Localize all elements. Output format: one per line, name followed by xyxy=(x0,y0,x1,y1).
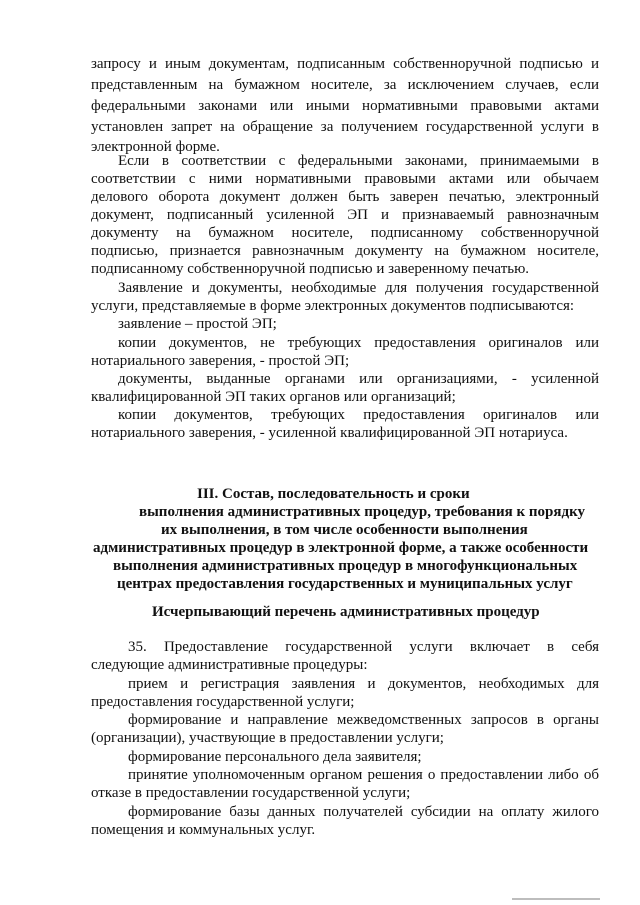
text-line: документу на бумажном носителе, подписанному собственноручной xyxy=(91,225,599,241)
list-item-continuation: предоставления государственной услуги; xyxy=(91,694,355,710)
list-item: документы, выданные органами или организациями, - усиленной xyxy=(118,371,599,387)
list-item: формирование и направление межведомственных запросов в органы xyxy=(128,712,599,728)
text-line: подписанному собственноручной подписью и заверенному печатью. xyxy=(91,261,530,277)
text-line: услуги, представляемые в форме электронных документов подписываются: xyxy=(91,298,575,314)
list-item-continuation: нотариального заверения, - усиленной квалифицированной ЭП нотариуса. xyxy=(91,425,568,441)
list-item: заявление – простой ЭП; xyxy=(118,316,277,332)
section-heading-line: их выполнения, в том числе особенности выполнения xyxy=(161,522,528,538)
list-item-continuation: квалифицированной ЭП таких органов или организаций; xyxy=(91,389,456,405)
list-item: копии документов, не требующих предоставления оригиналов или xyxy=(118,335,599,351)
list-item: прием и регистрация заявления и документов, необходимых для xyxy=(128,676,599,692)
clause-line: 35. Предоставление государственной услуги включает в себя xyxy=(128,639,599,655)
text-line: установлен запрет на обращение за получением государственной услуги в xyxy=(91,119,599,135)
section-heading-line: выполнения административных процедур в многофункциональных xyxy=(113,558,578,574)
section-heading-line: административных процедур в электронной форме, а также особенности xyxy=(93,540,589,556)
text-line: документ, подписанный усиленной ЭП и признаваемый равнозначным xyxy=(91,207,599,223)
list-item-continuation: нотариального заверения, - простой ЭП; xyxy=(91,353,350,369)
text-line: соответствии с ними нормативными правовыми актами или обычаем xyxy=(91,171,599,187)
section-heading-line: выполнения административных процедур, требования к порядку xyxy=(139,504,585,520)
list-item: принятие уполномоченным органом решения о предоставлении либо об xyxy=(128,767,599,783)
list-item: копии документов, требующих предоставления оригиналов или xyxy=(118,407,599,423)
list-item-continuation: (организации), участвующие в предоставлении услуги; xyxy=(91,730,444,746)
text-line: Заявление и документы, необходимые для получения государственной xyxy=(118,280,599,296)
list-item-continuation: помещения и коммунальных услуг. xyxy=(91,822,316,838)
text-line: представленным на бумажном носителе, за исключением случаев, если xyxy=(91,77,599,93)
clause-line: следующие административные процедуры: xyxy=(91,657,368,673)
subheading: Исчерпывающий перечень административных процедур xyxy=(152,604,540,620)
text-line: федеральными законами или иными нормативными правовыми актами xyxy=(91,98,599,114)
scan-mark xyxy=(512,898,600,900)
section-heading-line: центрах предоставления государственных и муниципальных услуг xyxy=(117,576,573,592)
list-item: формирование персонального дела заявителя; xyxy=(128,749,422,765)
text-line: подписью, признается равнозначным документу на бумажном носителе, xyxy=(91,243,599,259)
section-heading-line: III. Состав, последовательность и сроки xyxy=(197,486,470,502)
text-line: запросу и иным документам, подписанным собственноручной подписью и xyxy=(91,56,599,72)
text-line: делового оборота документ должен быть заверен печатью, электронный xyxy=(91,189,599,205)
list-item-continuation: отказе в предоставлении государственной услуги; xyxy=(91,785,411,801)
text-line: Если в соответствии с федеральными законами, принимаемыми в xyxy=(118,153,599,169)
text-line: электронной форме. xyxy=(91,139,220,155)
list-item: формирование базы данных получателей субсидии на оплату жилого xyxy=(128,804,599,820)
